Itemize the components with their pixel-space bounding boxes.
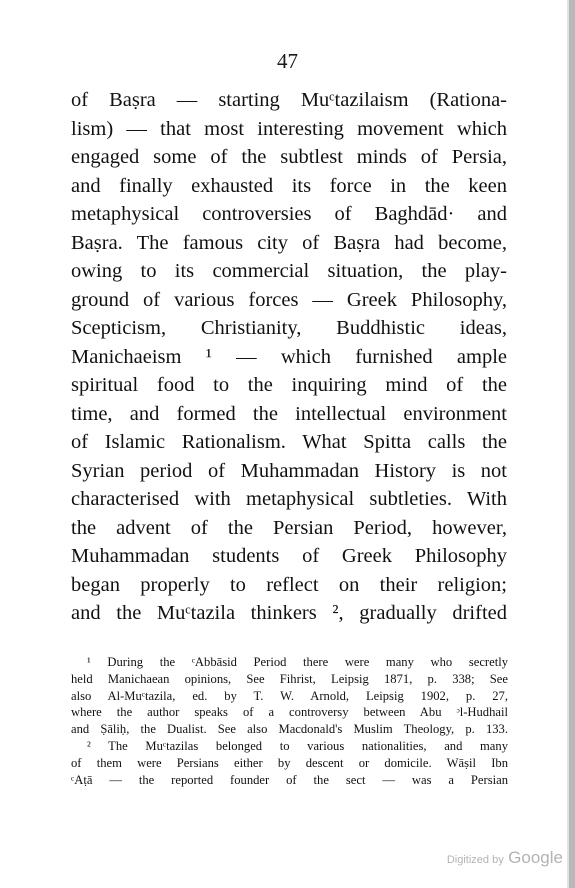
body-line: Scepticism, Christianity, Buddhistic ideas,	[71, 317, 507, 339]
body-line: and the Muᶜtazila thinkers ², gradually drifted	[71, 602, 507, 624]
body-line: began properly to reflect on their religion;	[71, 573, 507, 596]
page-number: 47	[277, 49, 298, 73]
body-line: of Baṣra — starting Muᶜtazilaism (Rationa-	[71, 89, 507, 111]
body-line: Syrian period of Muhammadan History is not	[71, 459, 507, 482]
footnote-line: ᶜAṭā — the reported founder of the sect — was a Persian	[71, 772, 508, 787]
body-line: Manichaeism ¹ — which furnished ample	[71, 345, 507, 368]
body-line: and finally exhausted its force in the keen	[71, 174, 507, 197]
page-edge	[569, 0, 575, 888]
body-line: metaphysical controversies of Baghdād· and	[71, 203, 507, 225]
footnote-line: ¹ During the ᶜAbbāsid Period there were many who secretly	[87, 655, 508, 669]
footnote-line: held Manichaean opinions, See Fihrist, Leipsig 1871, p. 338; See	[71, 671, 508, 686]
body-line: Baṣra. The famous city of Baṣra had become,	[71, 231, 507, 254]
footnote-line: of them were Persians either by descent or domicile. Wāṣil Ibn	[71, 755, 508, 770]
body-text	[71, 86, 507, 628]
body-line: ground of various forces — Greek Philosophy,	[71, 288, 507, 311]
body-line: characterised with metaphysical subtleties. With	[71, 488, 507, 510]
footnote-line: where the author speaks of a controversy between Abu ᵓl-Hudhail	[71, 705, 508, 720]
body-line: engaged some of the subtlest minds of Persia,	[71, 146, 507, 168]
body-line: owing to its commercial situation, the play-	[71, 260, 507, 282]
footnote-line: and Ṣāliḥ, the Dualist. See also Macdonald's Muslim Theology, p. 133.	[71, 722, 508, 737]
digitized-watermark	[447, 848, 563, 868]
footnotes	[71, 654, 508, 788]
body-line: lism) — that most interesting movement which	[71, 117, 507, 140]
watermark-brand: Google	[508, 848, 563, 867]
body-line: of Islamic Rationalism. What Spitta calls the	[71, 431, 507, 453]
watermark-prefix: Digitized by	[446, 854, 504, 866]
footnote-line: also Al-Muᶜtazila, ed. by T. W. Arnold, Leipsig 1902, p. 27,	[71, 688, 508, 703]
body-line: the advent of the Persian Period, however,	[71, 516, 507, 539]
body-line: spiritual food to the inquiring mind of the	[71, 374, 507, 396]
body-line: time, and formed the intellectual environment	[71, 402, 507, 425]
body-line: Muhammadan students of Greek Philosophy	[71, 545, 507, 567]
footnote-line: ² The Muᶜtazilas belonged to various nationalities, and many	[87, 738, 508, 753]
